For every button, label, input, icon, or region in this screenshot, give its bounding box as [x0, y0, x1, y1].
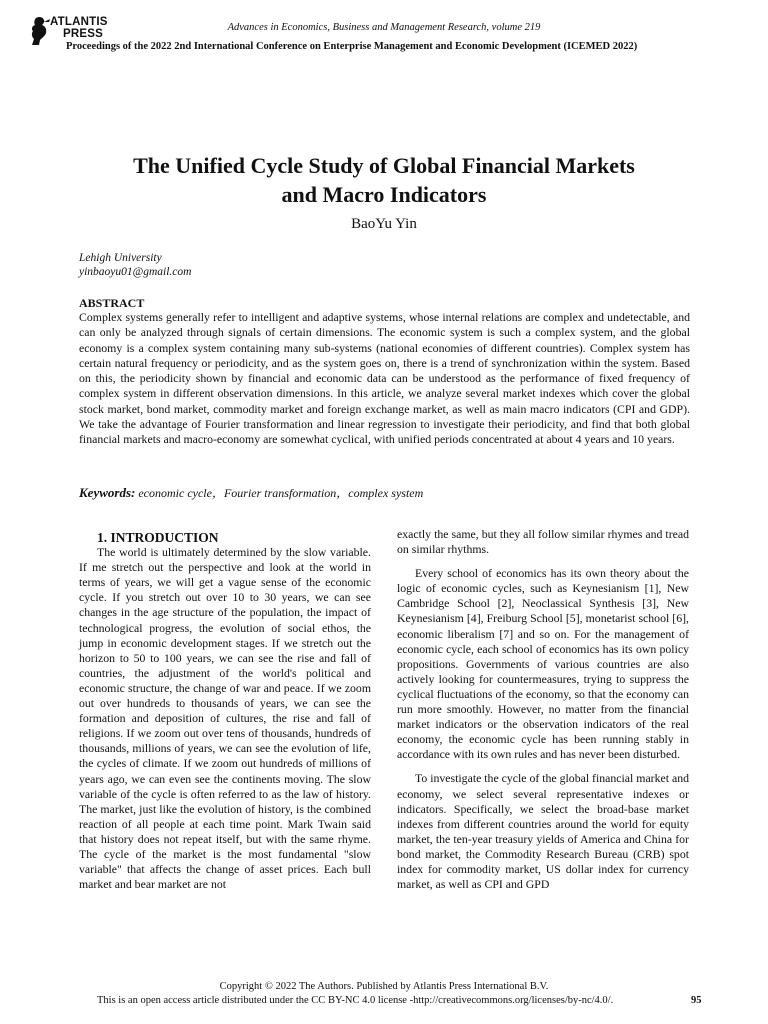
affiliation: Lehigh University: [79, 252, 162, 264]
paper-title: [0, 151, 768, 209]
page-number: 95: [691, 995, 702, 1006]
body-paragraph: Every school of economics has its own theory about the logic of economic cycles, such as Keynesianism [1], New Cambridge School [2], Neoclassical Synthesis [3], New Keynesianism [4], Freiburg School [5], monetarist school [6], economic liberalism [7] and so on. For the management of economic cycle, each school of economics has its own policy propositions. Governments of various countries are also actively looking for countermeasures, trying to suppress the cyclical fluctuations of the economy, so that the economy can run more smoothly. However, no matter from the financial market indicators or the observation indicators of the real economy, the economic cycle has been running stably in accordance with its own rules and has never been disturbed.: [397, 566, 689, 762]
keywords-line: [79, 484, 423, 501]
author-name: BaoYu Yin: [351, 216, 417, 232]
right-column: [397, 527, 689, 892]
body-paragraph: The world is ultimately determined by the slow variable. If me stretch out the perspective and look at the world in terms of years, we will get a vague sense of the economic cycle. If you stretch out over 10 to 30 years, we can see changes in the age structure of the population, the impact of technological progress, the evolution of social ethos, the jump in economic development stages. If we stretch out the horizon to 50 to 100 years, we can see the rise and fall of countries, the adjustment of the world's political and economic structure, the change of war and peace. If we zoom out over hundreds to thousands of years, we can see the formation and deposition of cultures, the rise and fall of religions. If we zoom out over tens of thousands, hundreds of thousands, millions of years, we can see the evolution of life, the cycles of climate. If we zoom out hundreds of millions of years ago, we can even see the continents moving. The slow variable of the cycle is often referred to as the law of history. The market, just like the evolution of history, is the combined reaction of all people at each time point. Mark Twain said that history does not repeat itself, but with the same rhyme. The cycle of the market is the most fundamental "slow variable" that affects the change of asset prices. Each bull market and bear market are not: [79, 545, 371, 892]
license-notice: This is an open access article distributed under the CC BY-NC 4.0 license -http://creativecommons.org/licenses/by-nc/4.0/.: [97, 995, 614, 1006]
logo-text-press: PRESS: [63, 28, 103, 40]
logo-text-atlantis: ATLANTIS: [50, 16, 108, 28]
body-paragraph: To investigate the cycle of the global financial market and economy, we select several representative indexes or indicators. Specifically, we select the broad-base market indexes from different countries around the world for equity market, the ten-year treasury yields of America and China for bond market, the Commodity Research Bureau (CRB) spot index for commodity market, US dollar index for currency market, as well as CPI and GPD: [397, 771, 690, 892]
title-line-2: and Macro Indicators: [281, 182, 487, 207]
author-email: yinbaoyu01@gmail.com: [79, 266, 192, 278]
copyright-notice: Copyright © 2022 The Authors. Published by Atlantis Press International B.V.: [219, 981, 549, 992]
section-heading-introduction: 1. INTRODUCTION: [97, 530, 219, 545]
affiliation-block: [79, 251, 191, 279]
title-line-1: The Unified Cycle Study of Global Financial Markets: [133, 153, 635, 178]
keywords-list: economic cycle，Fourier transformation，complex system: [138, 486, 424, 500]
body-paragraph-continued: exactly the same, but they all follow similar rhymes and tread on similar rhythms.: [397, 527, 689, 557]
abstract-heading: ABSTRACT: [79, 296, 145, 310]
keywords-label: Keywords:: [79, 485, 136, 500]
left-column: [79, 530, 371, 892]
journal-header: Advances in Economics, Business and Management Research, volume 219: [227, 22, 541, 33]
proceedings-header: Proceedings of the 2022 2nd International Conference on Enterprise Management and Economic Development (ICEMED 2022): [66, 41, 638, 52]
abstract-text: Complex systems generally refer to intelligent and adaptive systems, whose internal relations are complex and undetectable, and can only be analyzed through signals of certain dimensions. The economic system is such a complex system, and the global economy is a complex system containing many sub-systems (national economies of different countries). Complex system has certain natural frequency or periodicity, and as the system goes on, there is a trend of synchronization within the system. Based on this, the periodicity shown by financial and economic data can be understood as the performance of fixed frequency of complex system in different observation dimensions. In this article, we analyze several market indexes which cover the global stock market, bond market, commodity market and foreign exchange market, as well as main macro indicators (CPI and GDP). We take the advantage of Fourier transformation and linear regression to investigate their periodicity, and find that both global financial markets and macro-economy are somewhat cyclical, with unified periods concentrated at about 4 years and 10 years.: [79, 310, 690, 447]
